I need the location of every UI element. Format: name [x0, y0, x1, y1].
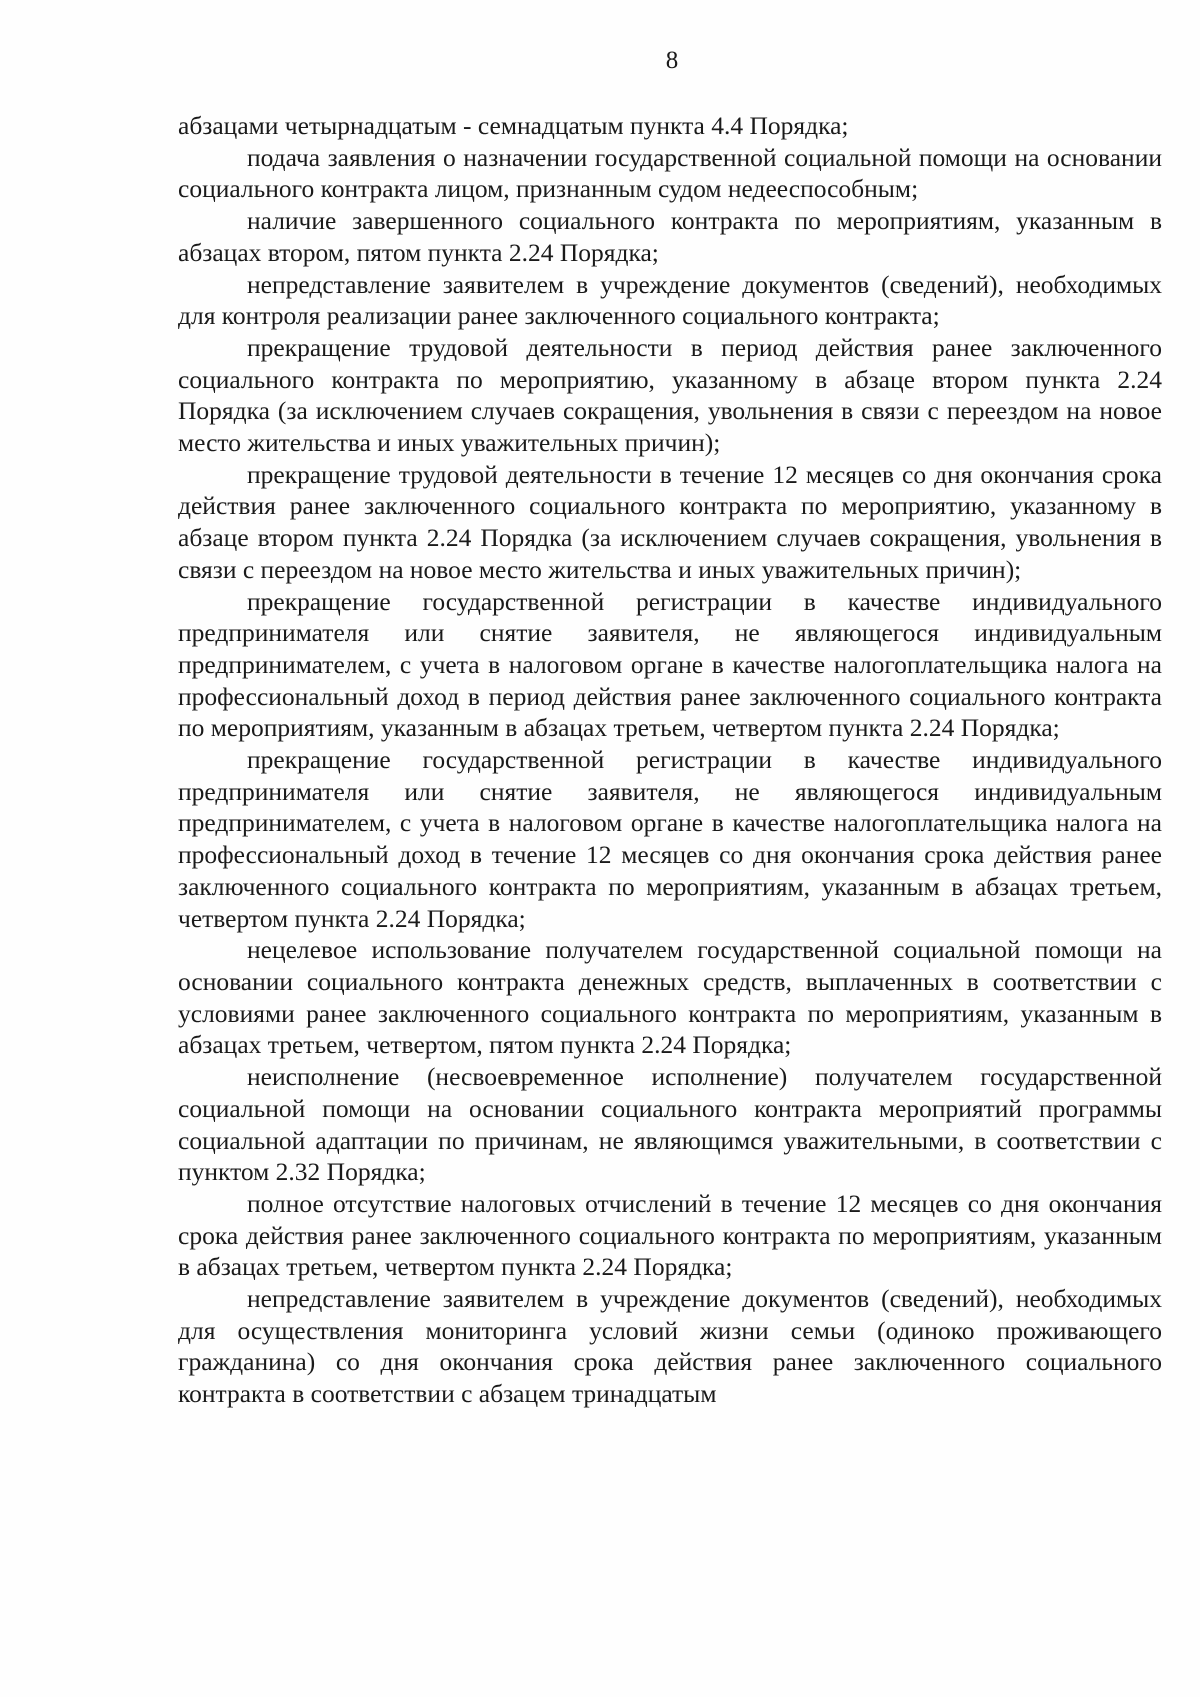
document-body — [178, 110, 1162, 1410]
paragraph-documents-not-provided-monitoring: непредставление заявителем в учреждение документов (сведений), необходимых для осуществления мониторинга условий жизни семьи (одиноко проживающего гражданина) со дня окончания срока действия ранее заключенного социального контракта в соответствии с абзацем тринадцатым — [178, 1284, 1162, 1409]
page-number: 8 — [665, 47, 679, 74]
paragraph-termination-registration-after: прекращение государственной регистрации в качестве индивидуального предпринимателя или снятие заявителя, не являющегося индивидуальным предпринимателем, с учета в налоговом органе в качестве налогоплательщика налога на профессиональный доход в течение 12 месяцев со дня окончания срока действия ранее заключенного социального контракта по мероприятиям, указанным в абзацах третьем, четвертом пункта 2.24 Порядка; — [178, 745, 1162, 933]
paragraph-misuse-of-funds: нецелевое использование получателем государственной социальной помощи на основании социального контракта денежных средств, выплаченных в соответствии с условиями ранее заключенного социального контракта по мероприятиям, указанным в абзацах третьем, четвертом, пятом пункта 2.24 Порядка; — [178, 935, 1162, 1060]
paragraph-termination-registration-during: прекращение государственной регистрации в качестве индивидуального предпринимателя или снятие заявителя, не являющегося индивидуальным предпринимателем, с учета в налоговом органе в качестве налогоплательщика налога на профессиональный доход в период действия ранее заключенного социального контракта по мероприятиям, указанным в абзацах третьем, четвертом пункта 2.24 Порядка; — [178, 586, 1162, 743]
paragraph-no-tax-payments: полное отсутствие налоговых отчислений в течение 12 месяцев со дня окончания срока действия ранее заключенного социального контракта по мероприятиям, указанным в абзацах третьем, четвертом пункта 2.24 Порядка; — [178, 1188, 1162, 1282]
paragraph-incapacitated-applicant: подача заявления о назначении государственной социальной помощи на основании социального контракта лицом, признанным судом недееспособным; — [178, 142, 1162, 204]
paragraph-non-fulfillment-program: неисполнение (несвоевременное исполнение) получателем государственной социальной помощи на основании социального контракта мероприятий программы социальной адаптации по причинам, не являющимся уважительными, в соответствии с пунктом 2.32 Порядка; — [178, 1062, 1162, 1187]
paragraph-completed-contract: наличие завершенного социального контракта по мероприятиям, указанным в абзацах втором, пятом пункта 2.24 Порядка; — [178, 206, 1162, 267]
paragraph-termination-employment-after: прекращение трудовой деятельности в течение 12 месяцев со дня окончания срока действия ранее заключенного социального контракта по мероприятию, указанному в абзаце втором пункта 2.24 Порядка (за исключением случаев сокращения, увольнения в связи с переездом на новое место жительства и иных уважительных причин); — [178, 459, 1162, 584]
paragraph-termination-employment-during: прекращение трудовой деятельности в период действия ранее заключенного социального контракта по мероприятию, указанному в абзаце втором пункта 2.24 Порядка (за исключением случаев сокращения, увольнения в связи с переездом на новое место жительства и иных уважительных причин); — [178, 332, 1162, 458]
paragraph-documents-not-provided-control: непредставление заявителем в учреждение документов (сведений), необходимых для контроля реализации ранее заключенного социального контракта; — [178, 269, 1162, 331]
paragraph-continuation: абзацами четырнадцатым - семнадцатым пункта 4.4 Порядка; — [178, 111, 849, 140]
